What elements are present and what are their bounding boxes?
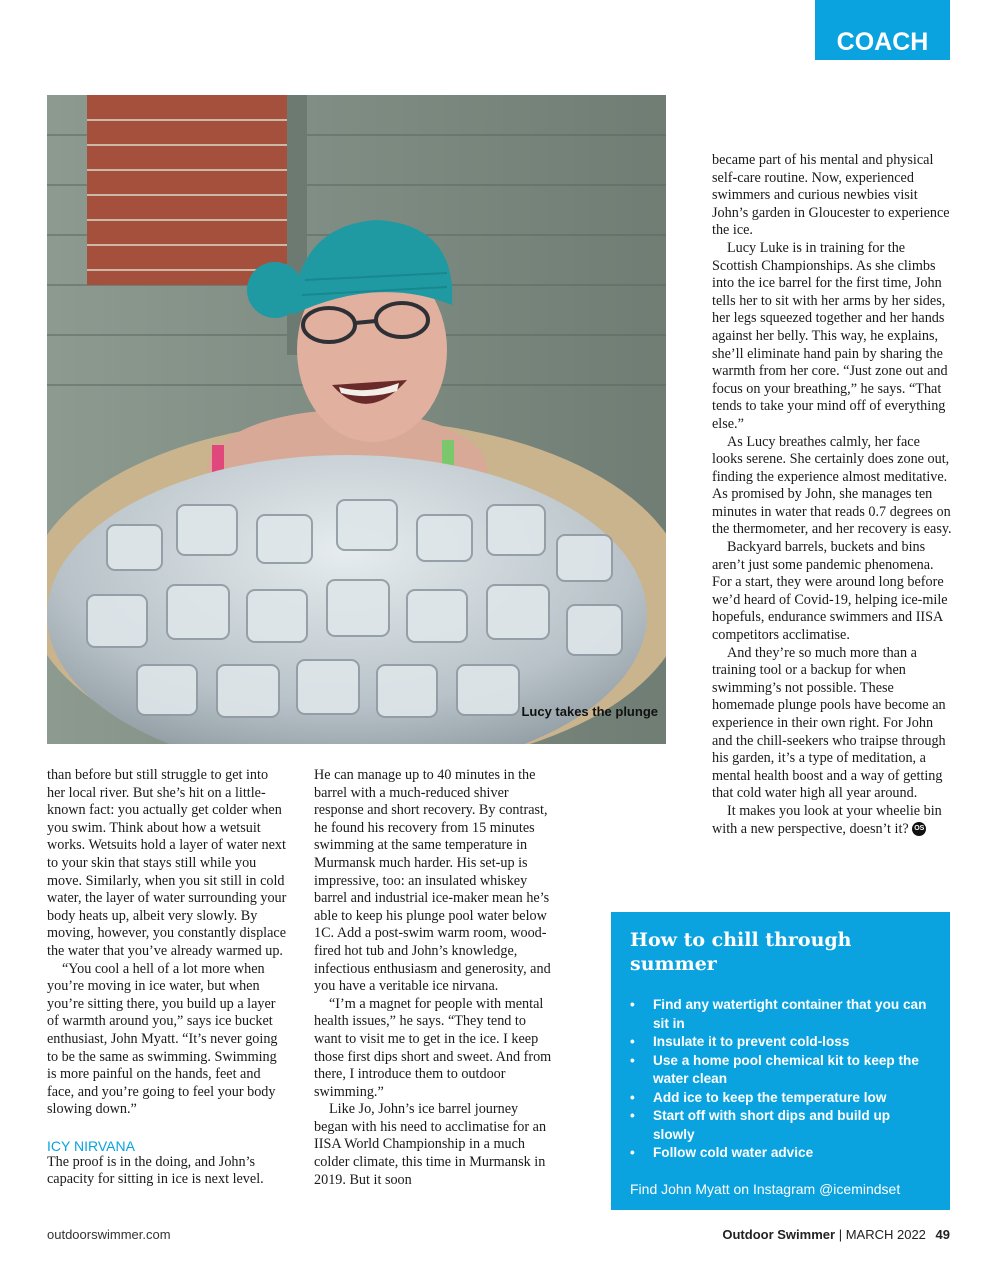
closing-text: It makes you look at your wheelie bin with a new perspective, doesn’t it? [712,802,942,837]
list-item [630,996,932,1033]
website-url[interactable]: outdoorswimmer.com [47,1227,171,1242]
end-mark-icon: OS [912,822,926,836]
issue-date: MARCH 2022 [845,1227,926,1242]
photo-caption: Lucy takes the plunge [521,704,658,719]
bullet-icon: • [630,1108,635,1123]
body-paragraph: Like Jo, John’s ice barrel journey began with his need to acclimatise for an IISA World Championship in a much colder climate, this time in Murmansk in 2019. But it soon [314,1101,547,1188]
tips-list [630,996,932,1163]
body-paragraph: Lucy Luke is in training for the Scottish Championships. As she climbs into the ice barrel for the first time, John tells her to sit with her arms by her sides, her legs squeezed together and her hands against her belly. This way, he explains, she’ll eliminate hand pain by sharing the warmth from her core. “Just zone out and focus on your breathing,” he says. “That tends to take your mind off of everything else.” [712,239,948,432]
list-item-text: Start off with short dips and build up slowly [653,1108,891,1142]
bullet-icon: • [630,1034,635,1049]
list-item [630,1033,932,1052]
body-paragraph: And they’re so much more than a training tool or a backup for when swimming’s not possible. These homemade plunge pools have become an experience in their own right. For John and the chill-seekers who traipse through his garden, it’s a type of meditation, a mental health boost and a way of getting that cold water high all year around. [712,644,946,802]
article-column-2 [314,767,554,1189]
closing-paragraph [712,803,952,838]
body-paragraph: As Lucy breathes calmly, her face looks serene. She certainly does zone out, finding the experience almost meditative. As promised by John, she manages ten minutes in water that reads 0.7 degrees on the thermometer, and her recovery is easy. [712,433,952,538]
list-item-text: Use a home pool chemical kit to keep the water clean [653,1052,919,1086]
instagram-credit: Find John Myatt on Instagram @icemindset [630,1180,901,1197]
body-paragraph: became part of his mental and physical self-care routine. Now, experienced swimmers and curious newbies visit John’s garden in Gloucester to experience the ice. [712,152,950,239]
body-paragraph: Backyard barrels, buckets and bins aren’t just some pandemic phenomena. For a start, they were around long before we’d heard of Covid-19, helping ice-mile hopefuls, endurance swimmers and IISA competitors acclimatise. [712,539,948,644]
page-number: 49 [935,1227,950,1242]
bullet-icon: • [630,1052,635,1068]
tips-sidebar [611,912,950,1210]
list-item-text: Add ice to keep the temperature low [653,1089,887,1105]
list-item-text: Follow cold water advice [653,1145,814,1160]
sidebar-title: How to chill through summer [630,929,852,975]
magazine-name: Outdoor Swimmer [722,1227,836,1242]
list-item [630,1052,932,1089]
subheading: ICY NIRVANA [47,1137,135,1154]
list-item [630,1089,932,1108]
footer-separator: | [838,1227,843,1242]
page-footer [722,1227,950,1243]
article-photo [47,95,666,744]
bullet-icon: • [630,1145,635,1160]
body-paragraph: “I’m a magnet for people with mental health issues,” he says. “They tend to want to visit me to get in the ice. I keep those first dips short and sweet. And from there, I introduce them to outdoor swimming.” [314,995,552,1100]
list-item-text: Insulate it to prevent cold-loss [653,1034,850,1049]
bullet-icon: • [630,1089,635,1105]
body-paragraph: “You cool a hell of a lot more when you’re moving in ice water, but when you’re sitting there, you build up a layer of warmth around you,” says ice bucket enthusiast, John Myatt. “It’s never going to be the same as swimming. Swimming is more painful on the hands, feet and face, and you’re going to feel your body slowing down.” [47,960,278,1118]
body-paragraph: than before but still struggle to get into her local river. But she’s hit on a little-known fact: you actually get colder when you swim. Think about how a wetsuit works. Wetsuits hold a layer of water next to your skin that stays still while you move. Similarly, when you sit still in cold water, the layer of water surrounding your body heats up, albeit very slowly. By moving, however, you constantly displace the water that you’ve already warmed up. [47,767,287,959]
body-paragraph: He can manage up to 40 minutes in the barrel with a much-reduced shiver response and short recovery. By contrast, he found his recovery from 15 minutes swimming at the same temperature in Murmansk much harder. His set-up is impressive, too: an insulated whiskey barrel and industrial ice-maker mean he’s able to keep his plunge pool water below 1C. Add a post-swim warm room, wood-fired hot tub and John’s knowledge, infectious enthusiasm and generosity, and you have a veritable ice nirvana. [314,767,551,995]
photo-illustration [47,95,666,744]
article-column-1 [47,767,287,1189]
article-column-3 [712,152,952,838]
body-paragraph: The proof is in the doing, and John’s capacity for sitting in ice is next level. [47,1153,264,1188]
bullet-icon: • [630,997,635,1012]
list-item-text: Find any watertight container that you can sit in [653,997,927,1031]
list-item [630,1144,932,1163]
section-tab: COACH [815,0,950,60]
list-item [630,1107,932,1144]
